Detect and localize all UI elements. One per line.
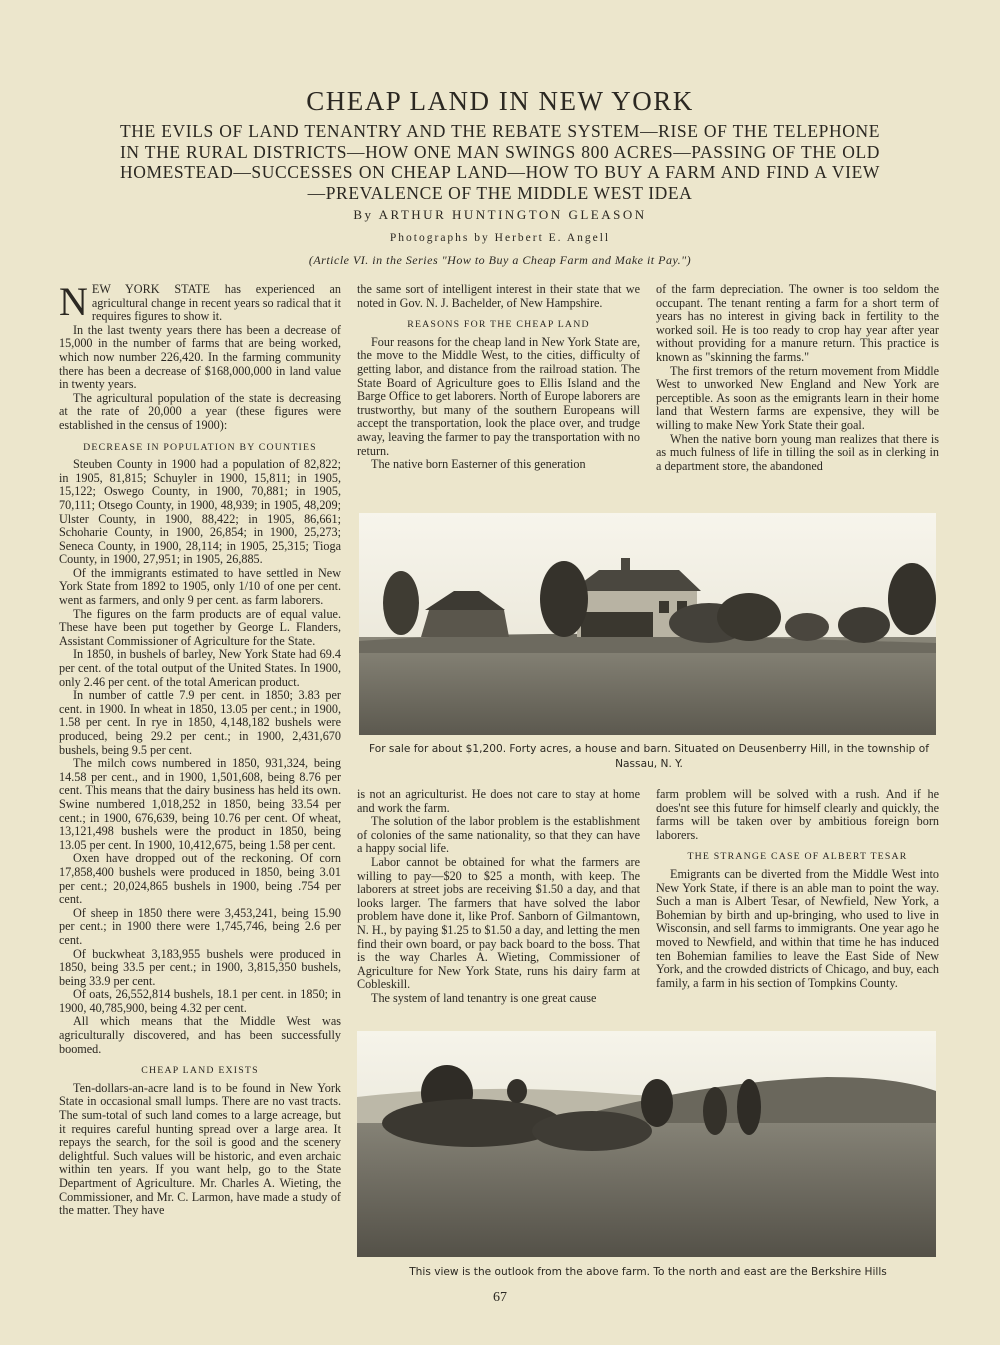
paragraph: Of oats, 26,552,814 bushels, 18.1 per cent. in 1850; in 1900, 40,785,900, being 4.32 per cent. <box>59 987 341 1015</box>
series-note: (Article VI. in the Series "How to Buy a Cheap Farm and Make it Pay.") <box>308 253 692 267</box>
article-title: CHEAP LAND IN NEW YORK <box>306 86 694 116</box>
hills-view-photo <box>357 1031 936 1257</box>
article-subtitle: THE EVILS OF LAND TENANTRY AND THE REBATE SYSTEM—RISE OF THE TELEPHONE IN THE RURAL DISTRICTS—HOW ONE MAN SWINGS 800 ACRES—PASSING OF THE OLD HOMESTEAD—SUCCESSES ON CHEAP LAND—HOW TO BUY A FARM AND FIND A VIEW—PREVALENCE OF THE MIDDLE WEST IDEA <box>120 121 880 203</box>
paragraph: Steuben County in 1900 had a population of 82,822; in 1905, 81,815; Schuyler in 1900, 15,811; in 1905, 15,122; Oswego County, in 1900, 70,881; in 1905, 70,111; Otsego County, in 1900, 48,939; in 1905, 48,209; Ulster County, in 1900, 88,422; in 1905, 86,661; Schoharie County, in 1900, 26,854; in 1900, 25,273; Seneca County, in 1900, 28,114; in 1905, 25,315; Tioga County, in 1900, 27,951; in 1905, 26,885. <box>59 457 341 567</box>
drop-cap: N <box>59 279 88 324</box>
section-heading: DECREASE IN POPULATION BY COUNTIES <box>83 441 317 453</box>
paragraph: farm problem will be solved with a rush. And if he does'nt see this future for himself clearly and quickly, the farms will be taken over by ambitious foreign born laborers. <box>656 787 939 842</box>
paragraph: All which means that the Middle West was agriculturally discovered, and has been successfully boomed. <box>59 1014 341 1056</box>
paragraph: The first tremors of the return movement from Middle West to unworked New England and New York are perceptible. As soon as the emigrants learn in their home land that Western farms are expensive, they will be willing to make New York State their goal. <box>656 363 939 432</box>
paragraph: Of the immigrants estimated to have settled in New York State from 1892 to 1905, only 1/10 of one per cent. went as farmers, and only 9 per cent. as farm laborers. <box>59 565 341 608</box>
page-number: 67 <box>493 1290 507 1305</box>
paragraph: In 1850, in bushels of barley, New York State had 69.4 per cent. of the total output of the United States. In 1900, only 2.46 per cent. of the total American product. <box>59 647 341 689</box>
paragraph: When the native born young man realizes that there is as much fulness of life in tilling the soil as in clerking in a department store, the abandoned <box>656 431 939 473</box>
photo-credit: Photographs by Herbert E. Angell <box>389 232 611 244</box>
paragraph: In number of cattle 7.9 per cent. in 1850; 3.83 per cent. in 1900. In wheat in 1850, 13.05 per cent.; in 1900, 1.58 per cent. In rye in 1850, 4,148,182 bushels were produced, being 29.2 per cent.; in 1900, 2,431,670 bushels, being 9.5 per cent. <box>59 688 341 757</box>
paragraph: The figures on the farm products are of equal value. These have been put together by George L. Flanders, Assistant Commissioner of Agriculture for the State. <box>59 606 341 648</box>
text-column-1 <box>59 279 341 1218</box>
photo-caption: For sale for about $1,200. Forty acres, a house and barn. Situated on Deusenberry Hill, in the township of Nassau, N. Y. <box>369 743 929 770</box>
paragraph: The agricultural population of the state is decreasing at the rate of 20,000 a year (these figures were established in the census of 1900): <box>59 390 341 432</box>
paragraph-text: EW YORK STATE has experienced an agricultural change in recent years so radical that it requires figures to show it. <box>91 282 341 324</box>
section-heading: CHEAP LAND EXISTS <box>141 1065 259 1077</box>
paragraph: In the last twenty years there has been a decrease of 15,000 in the number of farms that are being worked, which now number 226,420. In the farming community there has been a decrease of $168,000,000 in land value in twenty years. <box>59 322 341 392</box>
paragraph: Four reasons for the cheap land in New York State are, the move to the Middle West, to the cities, difficulty of getting labor, and distance from the railroad station. The State Board of Agriculture goes to Ellis Island and the Barge Office to get laborers. North of Europe laborers are trustworthy, but many of the southern Europeans will accept the transportation, look the place over, and trudge away, leaving the farmer to pay the transportation with no return. <box>357 334 640 458</box>
text-column-3 <box>656 283 939 473</box>
farmhouse-photo <box>359 513 936 735</box>
paragraph: The system of land tenantry is one great cause <box>371 990 597 1005</box>
paragraph: The native born Easterner of this generation <box>371 457 586 472</box>
paragraph: is not an agriculturist. He does not care to stay at home and work the farm. <box>357 787 640 815</box>
paragraph: the same sort of intelligent interest in their state that we noted in Gov. N. J. Bachelder, of New Hampshire. <box>357 282 640 310</box>
paragraph: Ten-dollars-an-acre land is to be found in New York State in occasional small lumps. There are no vast tracts. The sum-total of such land comes to a large acreage, but it requires careful hunting spread over a large area. It repays the search, for the soil is good and the scenery delightful. Such values will be historic, and even archaic within ten years. If you want help, go to the State Department of Agriculture. Mr. Charles A. Wieting, the Commissioner, and Mr. C. Larmon, have made a study of the matter. They have <box>59 1080 341 1218</box>
byline: By ARTHUR HUNTINGTON GLEASON <box>353 207 647 222</box>
paragraph: The milch cows numbered in 1850, 931,324, being 14.58 per cent., and in 1900, 1,501,608, being 8.76 per cent. This means that the dairy business has held its own. Swine numbered 1,018,252 in 1850, being 33.54 per cent.; in 1900, 676,639, being 10.76 per cent. Of wheat, 13,121,498 bushels were the product in 1850, being 13.05 per cent. In 1900, 10,412,675, being 1.58 per cent. <box>59 756 341 852</box>
photo-caption: This view is the outlook from the above farm. To the north and east are the Berkshire Hills <box>409 1266 887 1278</box>
text-column-2 <box>357 283 640 472</box>
text-column-5 <box>656 788 939 990</box>
text-column-4 <box>357 788 640 1006</box>
hills-view-photo-image <box>357 1031 936 1257</box>
farmhouse-photo-image <box>359 513 936 735</box>
paragraph: Oxen have dropped out of the reckoning. Of corn 17,858,400 bushels were produced in 1850, being 3.01 per cent.; 20,024,865 bushels in 1900, being .754 per cent. <box>59 851 341 907</box>
paragraph: Emigrants can be diverted from the Middle West into New York State, if there is an able man to point the way. Such a man is Albert Tesar, of Newfield, New York, a Bohemian by birth and up-bringing, who used to live in Wisconsin, and sell farms to immigrants. One year ago he moved to Newfield, and within that time he has induced ten Bohemian families to leave the East Side of New York, and the crowded districts of Chicago, and buy, each family, a farm in his section of Tompkins County. <box>656 866 939 990</box>
paragraph: of the farm depreciation. The owner is too seldom the occupant. The tenant renting a farm for a short term of years has no interest in giving back in fertility to the worked soil. He is too ready to crop hay year after year without providing for a manure return. This practice is known as "skinning the farms." <box>656 282 939 364</box>
paragraph: Of sheep in 1850 there were 3,453,241, being 15.90 per cent.; in 1900 there were 1,745,746, being 2.6 per cent. <box>59 905 341 947</box>
paragraph: Of buckwheat 3,183,955 bushels were produced in 1850, being 33.5 per cent.; in 1900, 3,815,350 bushels, being 33.9 per cent. <box>59 946 341 988</box>
section-heading: REASONS FOR THE CHEAP LAND <box>407 319 590 331</box>
section-heading: THE STRANGE CASE OF ALBERT TESAR <box>687 851 908 863</box>
paragraph: The solution of the labor problem is the establishment of colonies of the same nationality, so that they can have a happy social life. <box>357 814 640 856</box>
paragraph <box>59 279 341 324</box>
paragraph: Labor cannot be obtained for what the farmers are willing to pay—$20 to $25 a month, with keep. The laborers at street jobs are receiving $1.50 a day, and that looks larger. The farmers that have solved the labor problem have done it, like Prof. Sanborn of Gilmantown, N. H., by paying $1.25 to $1.50 a day, and letting the men find their own board, or pay back board to the boss. That is the way Charles A. Wieting, Commissioner of Agriculture for New York State, runs his dairy farm at Cobleskill. <box>357 854 640 992</box>
